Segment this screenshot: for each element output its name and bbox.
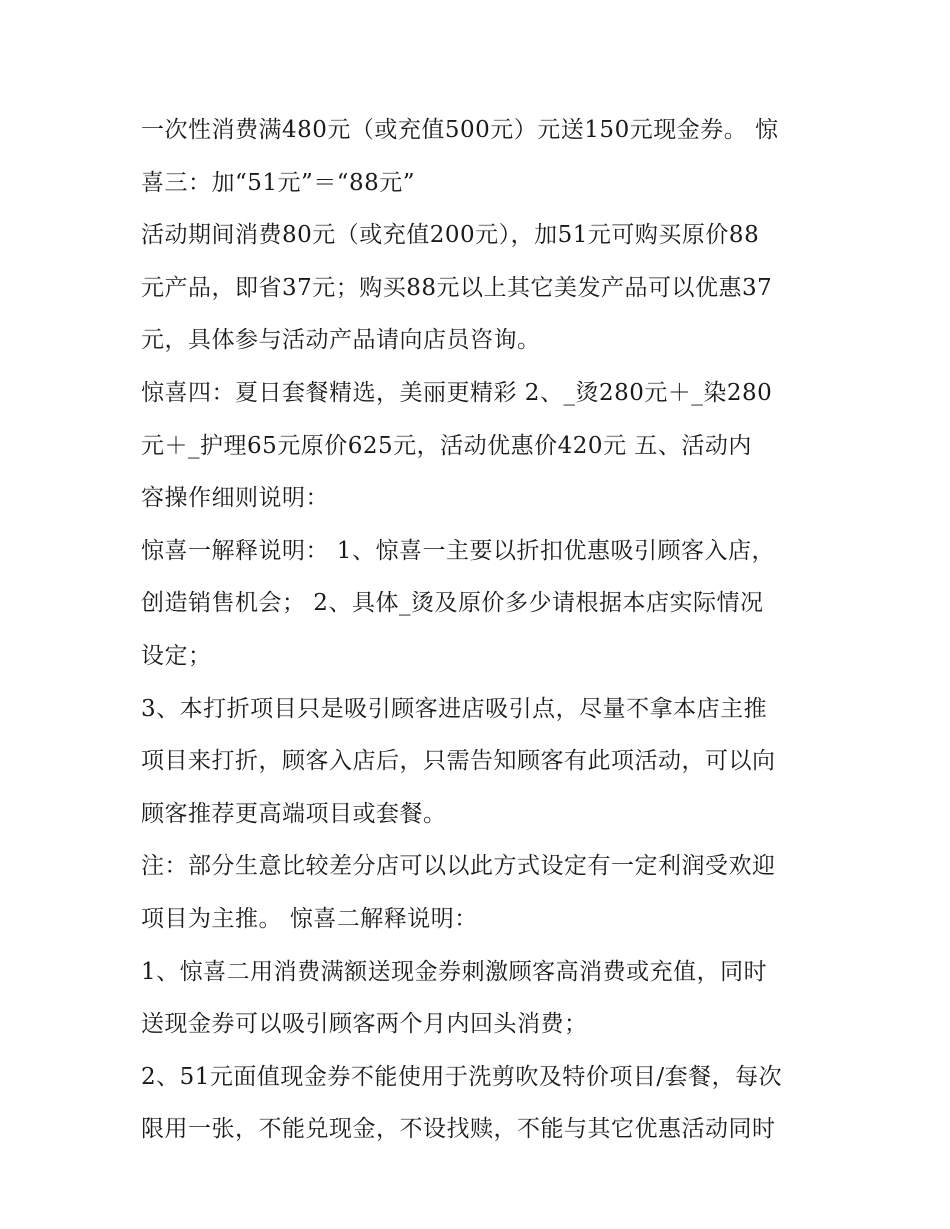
text-line: 送现金券可以吸引顾客两个月内回头消费； bbox=[141, 1011, 588, 1038]
text-line: 1、惊喜二用消费满额送现金券刺激顾客高消费或充值，同时 bbox=[141, 958, 768, 985]
text-line: 限用一张，不能兑现金，不设找赎，不能与其它优惠活动同时 bbox=[141, 1116, 776, 1143]
text-line: 惊喜一解释说明： 1、惊喜一主要以折扣优惠吸引顾客入店， bbox=[141, 537, 775, 564]
document-body bbox=[141, 104, 821, 1156]
text-line: 3、本打折项目只是吸引顾客进店吸引点，尽量不拿本店主推 bbox=[141, 695, 768, 722]
text-line: 项目为主推。 惊喜二解释说明： bbox=[141, 905, 478, 932]
text-line: 创造销售机会； 2、具体_烫及原价多少请根据本店实际情况 bbox=[141, 590, 764, 617]
text-line: 喜三：加“51元”＝“88元” bbox=[141, 169, 416, 196]
text-line: 元，具体参与活动产品请向店员咨询。 bbox=[141, 327, 541, 354]
text-line: 惊喜四：夏日套餐精选，美丽更精彩 2、_烫280元＋_染280 bbox=[141, 379, 773, 406]
text-line: 一次性消费满480元（或充值500元）元送150元现金券。 惊 bbox=[141, 117, 779, 143]
text-line: 项目来打折，顾客入店后，只需告知顾客有此项活动，可以向 bbox=[141, 748, 776, 775]
text-line: 顾客推荐更高端项目或套餐。 bbox=[141, 800, 447, 827]
text-line: 2、51元面值现金券不能使用于洗剪吹及特价项目/套餐，每次 bbox=[141, 1063, 783, 1090]
text-line: 元产品，即省37元；购买88元以上其它美发产品可以优惠37 bbox=[141, 274, 773, 301]
text-line: 活动期间消费80元（或充值200元），加51元可购买原价88 bbox=[141, 222, 760, 249]
text-line: 注：部分生意比较差分店可以以此方式设定有一定利润受欢迎 bbox=[141, 853, 776, 880]
text-line: 容操作细则说明： bbox=[141, 485, 329, 512]
text-line: 元＋_护理65元原价625元，活动优惠价420元 五、活动内 bbox=[141, 432, 752, 459]
text-line: 设定； bbox=[141, 642, 212, 669]
